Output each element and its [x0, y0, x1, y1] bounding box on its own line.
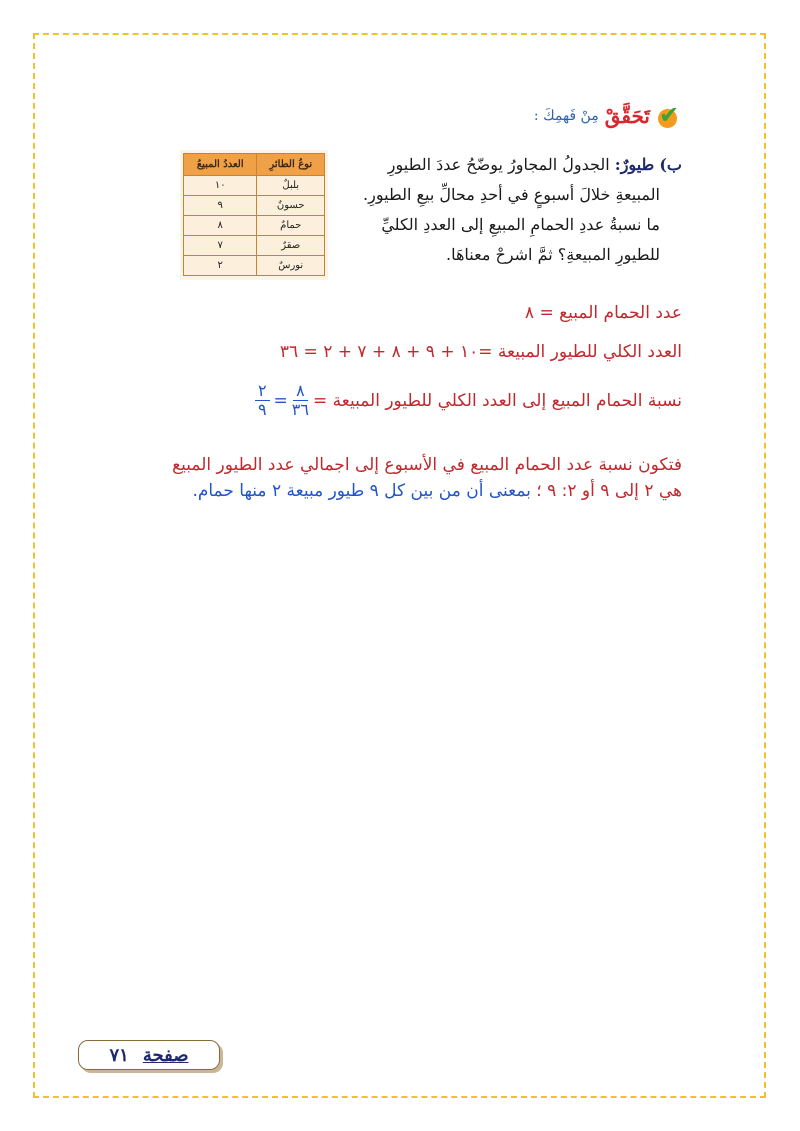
problem-line-2: المبيعةِ خلالَ أسبوعٍ في أحدِ محالِّ بيعِ الطيورِ.	[363, 185, 660, 204]
header-count-sold: العددُ المبيعُ	[184, 154, 257, 176]
table-row	[184, 176, 325, 196]
problem-line-4: للطيورِ المبيعةِ؟ ثمَّ اشرحْ معناهَا.	[446, 245, 660, 264]
bird-count: ٢	[184, 256, 257, 276]
bird-name: بلبلٌ	[257, 176, 325, 196]
bird-name: حمامٌ	[257, 216, 325, 236]
answer-line-1: عدد الحمام المبيع = ٨	[524, 303, 682, 323]
page-label: صفحة	[142, 1044, 189, 1066]
final-line-2	[122, 478, 682, 504]
table-row	[184, 216, 325, 236]
final-line-1: فتكون نسبة عدد الحمام المبيع في الأسبوع إلى اجمالي عدد الطيور المبيع	[172, 455, 682, 475]
problem-statement	[342, 150, 682, 270]
table-row	[184, 196, 325, 216]
fraction-8-over-36	[292, 382, 309, 419]
page-number: ٧١	[109, 1044, 129, 1066]
fraction-denominator: ٣٦	[291, 400, 309, 419]
final-line-2-blue: بمعنى أن من بين كل ٩ طيور مبيعة ٢ منها حمام.	[192, 481, 531, 501]
equals-sign: =	[273, 390, 288, 411]
header-bird-type: نوعُ الطائرِ	[257, 154, 325, 176]
birds-table-container	[180, 150, 328, 280]
check-mark-icon: ✔	[659, 101, 680, 129]
answer-line-3	[251, 382, 682, 419]
bird-count: ٩	[184, 196, 257, 216]
table-header-row	[184, 154, 325, 176]
ratio-text: نسبة الحمام المبيع إلى العدد الكلي للطيور المبيعة =	[312, 390, 682, 411]
problem-line-1	[342, 150, 682, 180]
bird-name: صقرٌ	[257, 236, 325, 256]
fraction-numerator: ٨	[293, 382, 308, 401]
problem-text-1: الجدولُ المجاورُ يوضّحُ عددَ الطيورِ	[387, 155, 610, 174]
answer-line-2: العدد الكلي للطيور المبيعة =١٠ + ٩ + ٨ + ٧ + ٢ = ٣٦	[279, 342, 682, 362]
bird-name: نورسٌ	[257, 256, 325, 276]
problem-topic: طيورٌ:	[614, 155, 655, 174]
page-number-badge	[78, 1040, 220, 1070]
final-line-2-red: هي ٢ إلى ٩ أو ٢: ٩ ؛	[536, 481, 682, 501]
heading-main: تَحَقَّقْ	[604, 104, 650, 128]
problem-letter: ب)	[659, 155, 682, 174]
bird-count: ٧	[184, 236, 257, 256]
fraction-2-over-9	[255, 382, 270, 419]
problem-line-3: ما نسبةُ عددِ الحمامِ المبيعِ إلى العددِ الكليِّ	[381, 215, 660, 234]
bird-count: ١٠	[184, 176, 257, 196]
bird-count: ٨	[184, 216, 257, 236]
birds-table	[183, 153, 325, 276]
heading-sub: مِنْ فَهمِكَ :	[533, 108, 599, 124]
table-row	[184, 256, 325, 276]
table-row	[184, 236, 325, 256]
check-understanding-heading	[534, 103, 682, 129]
final-explanation	[122, 452, 682, 504]
fraction-numerator: ٢	[255, 382, 270, 401]
bird-name: حسونٌ	[257, 196, 325, 216]
fraction-denominator: ٩	[257, 400, 267, 419]
